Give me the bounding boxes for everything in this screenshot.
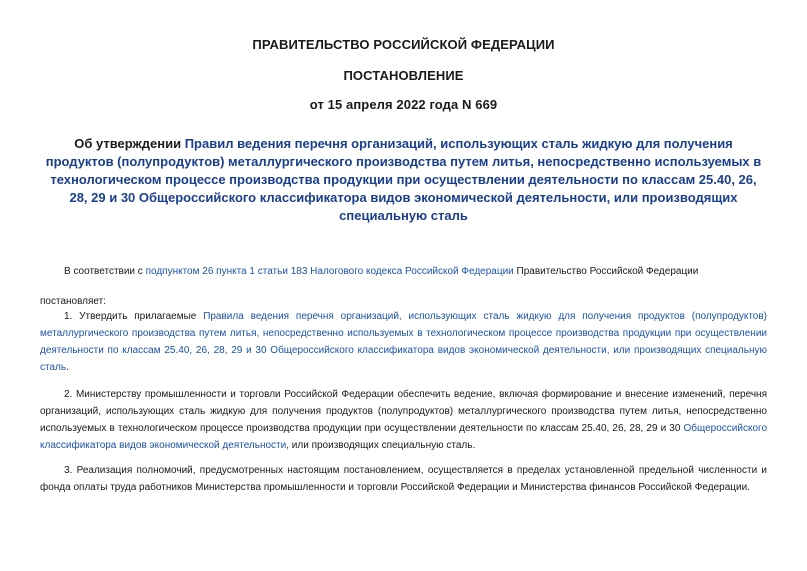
document-type-heading: ПОСТАНОВЛЕНИЕ <box>343 68 464 83</box>
document-title-prefix: Об утверждении <box>74 136 185 151</box>
okved-link[interactable]: Общероссийского классификатора видов экономической деятельности <box>40 423 767 451</box>
item-2-after: , или производящих специальную сталь. <box>286 440 476 451</box>
item-3-paragraph: 3. Реализация полномочий, предусмотренных настоящим постановлением, осуществляется в пределах установленной предельной численности и фонда оплаты труда работников Министерства промышленности и торговли Российской Федерации и Министерства финансов Российской Федерации. <box>40 465 767 493</box>
rules-link[interactable]: Правила ведения перечня организаций, использующих сталь жидкую для получения продуктов (полупродуктов) металлургического производства путем литья, непосредственно используемых в технологическом процессе производства продукции при осуществлении деятельности по классам 25.40, 26, 28, 29 и 30 Общероссийского классификатора видов экономической деятельности, или производящих специальную сталь <box>40 311 767 373</box>
government-heading: ПРАВИТЕЛЬСТВО РОССИЙСКОЙ ФЕДЕРАЦИИ <box>252 37 555 52</box>
item-2-paragraph <box>40 386 767 454</box>
document-title <box>40 135 767 225</box>
item-1-paragraph <box>40 308 767 376</box>
preamble-after: Правительство Российской Федерации <box>513 266 699 277</box>
resolves-text: постановляет: <box>40 296 107 307</box>
item-1-before: 1. Утвердить прилагаемые <box>64 311 204 322</box>
preamble-before: В соответствии с <box>64 266 146 277</box>
item-1-after: . <box>66 362 69 373</box>
preamble-paragraph <box>40 263 767 280</box>
document-date-number: от 15 апреля 2022 года N 669 <box>309 97 498 112</box>
item-2-before: 2. Министерству промышленности и торговли Российской Федерации обеспечить ведение, включая формирование и внесение изменений, перечня организаций, использующих сталь жидкую для получения продуктов (полупродуктов) металлургического производства путем литья, непосредственно используемых в технологическом процессе производства продукции при осуществлении деятельности по классам 25.40, 26, 28, 29 и 30 <box>40 389 767 434</box>
document-title-link[interactable]: Правил ведения перечня организаций, использующих сталь жидкую для получения продуктов (полупродуктов) металлургического производства путем литья, непосредственно используемых в технологическом процессе производства продукции при осуществлении деятельности по классам 25.40, 26, 28, 29 и 30 Общероссийского классификатора видов экономической деятельности, или производящих специальную сталь <box>45 136 762 223</box>
tax-code-link[interactable]: подпунктом 26 пункта 1 статьи 183 Налогового кодекса Российской Федерации <box>145 266 514 277</box>
